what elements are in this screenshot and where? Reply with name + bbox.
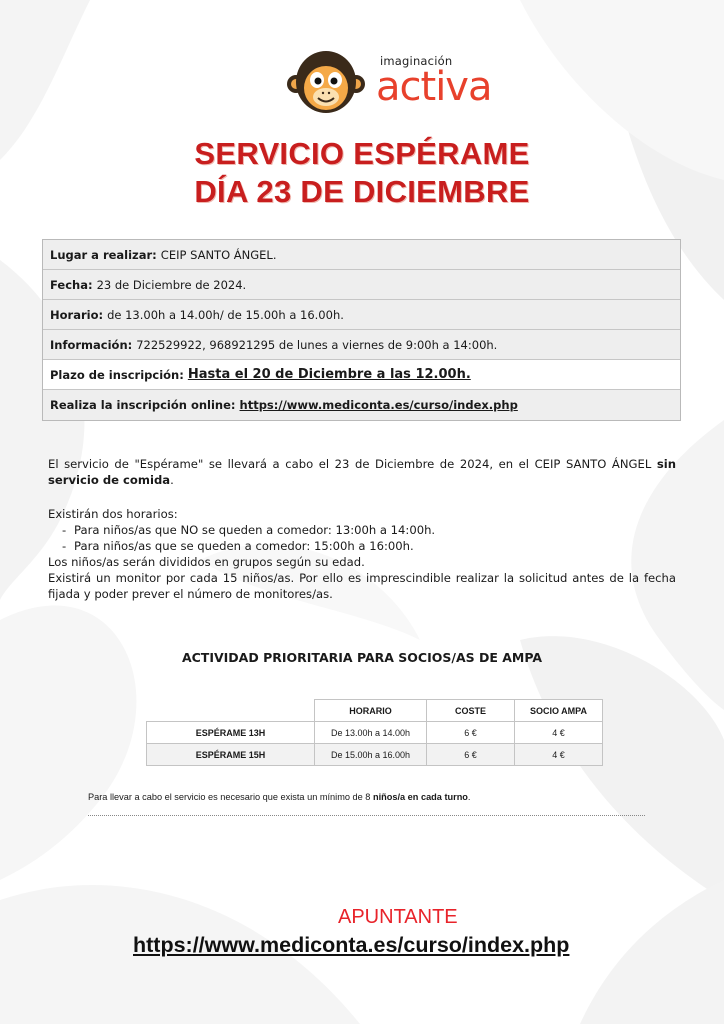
note-end: .: [467, 792, 471, 802]
signup-heading: APUNTANTE: [338, 906, 458, 928]
monkey-icon: [286, 48, 366, 118]
monitor-text: Existirá un monitor por cada 15 niños/as. Por ello es imprescindible realizar la solicitud antes de la fecha fijada y poder prever el número de monitores/as.: [48, 571, 676, 601]
table-header: COSTE: [427, 700, 515, 722]
info-row-informacion: [43, 330, 680, 360]
table-cell: 6 €: [427, 744, 515, 766]
horario-item-1: Para niños/as que NO se queden a comedor: 13:00h a 14:00h.: [74, 523, 436, 537]
info-label: Lugar a realizar:: [50, 247, 157, 262]
table-cell: 4 €: [515, 744, 603, 766]
info-value: Hasta el 20 de Diciembre a las 12.00h.: [187, 367, 471, 382]
table-header-row: [147, 700, 603, 722]
schedule-description: [48, 506, 676, 602]
note-text: Para llevar a cabo el servicio es necesario que exista un mínimo de 8: [88, 792, 373, 802]
info-value: de 13.00h a 14.00h/ de 15.00h a 16.00h.: [107, 307, 344, 322]
page-title-line2: DÍA 23 DE DICIEMBRE: [194, 174, 530, 209]
info-table: [42, 239, 681, 421]
minimum-note: [88, 792, 470, 802]
info-row-horario: [43, 300, 680, 330]
table-cell: De 15.00h a 16.00h: [315, 744, 427, 766]
description-text: El servicio de "Espérame" se llevará a cabo el 23 de Diciembre de 2024, en el CEIP SANTO ÁNGEL: [48, 457, 657, 471]
table-row: [147, 744, 603, 766]
table-row: [147, 722, 603, 744]
list-item: - Para niños/as que se queden a comedor: 15:00h a 16:00h.: [62, 539, 414, 553]
footer-registration-link[interactable]: https://www.mediconta.es/curso/index.php: [133, 933, 570, 957]
info-value: 23 de Diciembre de 2024.: [96, 277, 247, 292]
table-header: HORARIO: [315, 700, 427, 722]
info-row-online: [43, 390, 680, 420]
info-row-fecha: [43, 270, 680, 300]
logo-tagline: imaginación: [380, 54, 453, 68]
horario-item-2: Para niños/as que se queden a comedor: 15:00h a 16:00h.: [74, 539, 414, 553]
info-label: Plazo de inscripción:: [50, 367, 184, 382]
table-cell: 6 €: [427, 722, 515, 744]
horarios-intro: Existirán dos horarios:: [48, 507, 178, 521]
description-end: .: [170, 473, 174, 487]
section-subtitle: ACTIVIDAD PRIORITARIA PARA SOCIOS/AS DE AMPA: [181, 650, 543, 665]
registration-link[interactable]: https://www.mediconta.es/curso/index.php: [239, 398, 518, 412]
info-row-lugar: [43, 240, 680, 270]
page-title-line1: SERVICIO ESPÉRAME: [194, 136, 530, 171]
description-bold: sin servicio de comida: [48, 457, 676, 487]
info-value: 722529922, 968921295 de lunes a viernes de 9:00h a 14:00h.: [136, 337, 498, 352]
logo: [284, 44, 492, 122]
schedule-table: [146, 699, 603, 766]
table-cell: ESPÉRAME 13H: [147, 722, 315, 744]
table-cell: ESPÉRAME 15H: [147, 744, 315, 766]
divider: [88, 815, 645, 816]
info-label: Realiza la inscripción online:: [50, 398, 236, 412]
table-cell: De 13.00h a 14.00h: [315, 722, 427, 744]
info-label: Horario:: [50, 307, 104, 322]
table-header: SOCIO AMPA: [515, 700, 603, 722]
info-row-plazo: [43, 360, 680, 390]
table-header-empty: [147, 700, 315, 722]
grupos-text: Los niños/as serán divididos en grupos según su edad.: [48, 555, 365, 569]
info-label: Información:: [50, 337, 133, 352]
list-item: - Para niños/as que NO se queden a comedor: 13:00h a 14:00h.: [62, 523, 436, 537]
info-label: Fecha:: [50, 277, 93, 292]
info-value: CEIP SANTO ÁNGEL.: [160, 247, 277, 262]
note-bold: niños/a en cada turno: [372, 792, 468, 802]
table-cell: 4 €: [515, 722, 603, 744]
service-description: [48, 456, 676, 488]
logo-wordmark: activa: [376, 64, 492, 110]
